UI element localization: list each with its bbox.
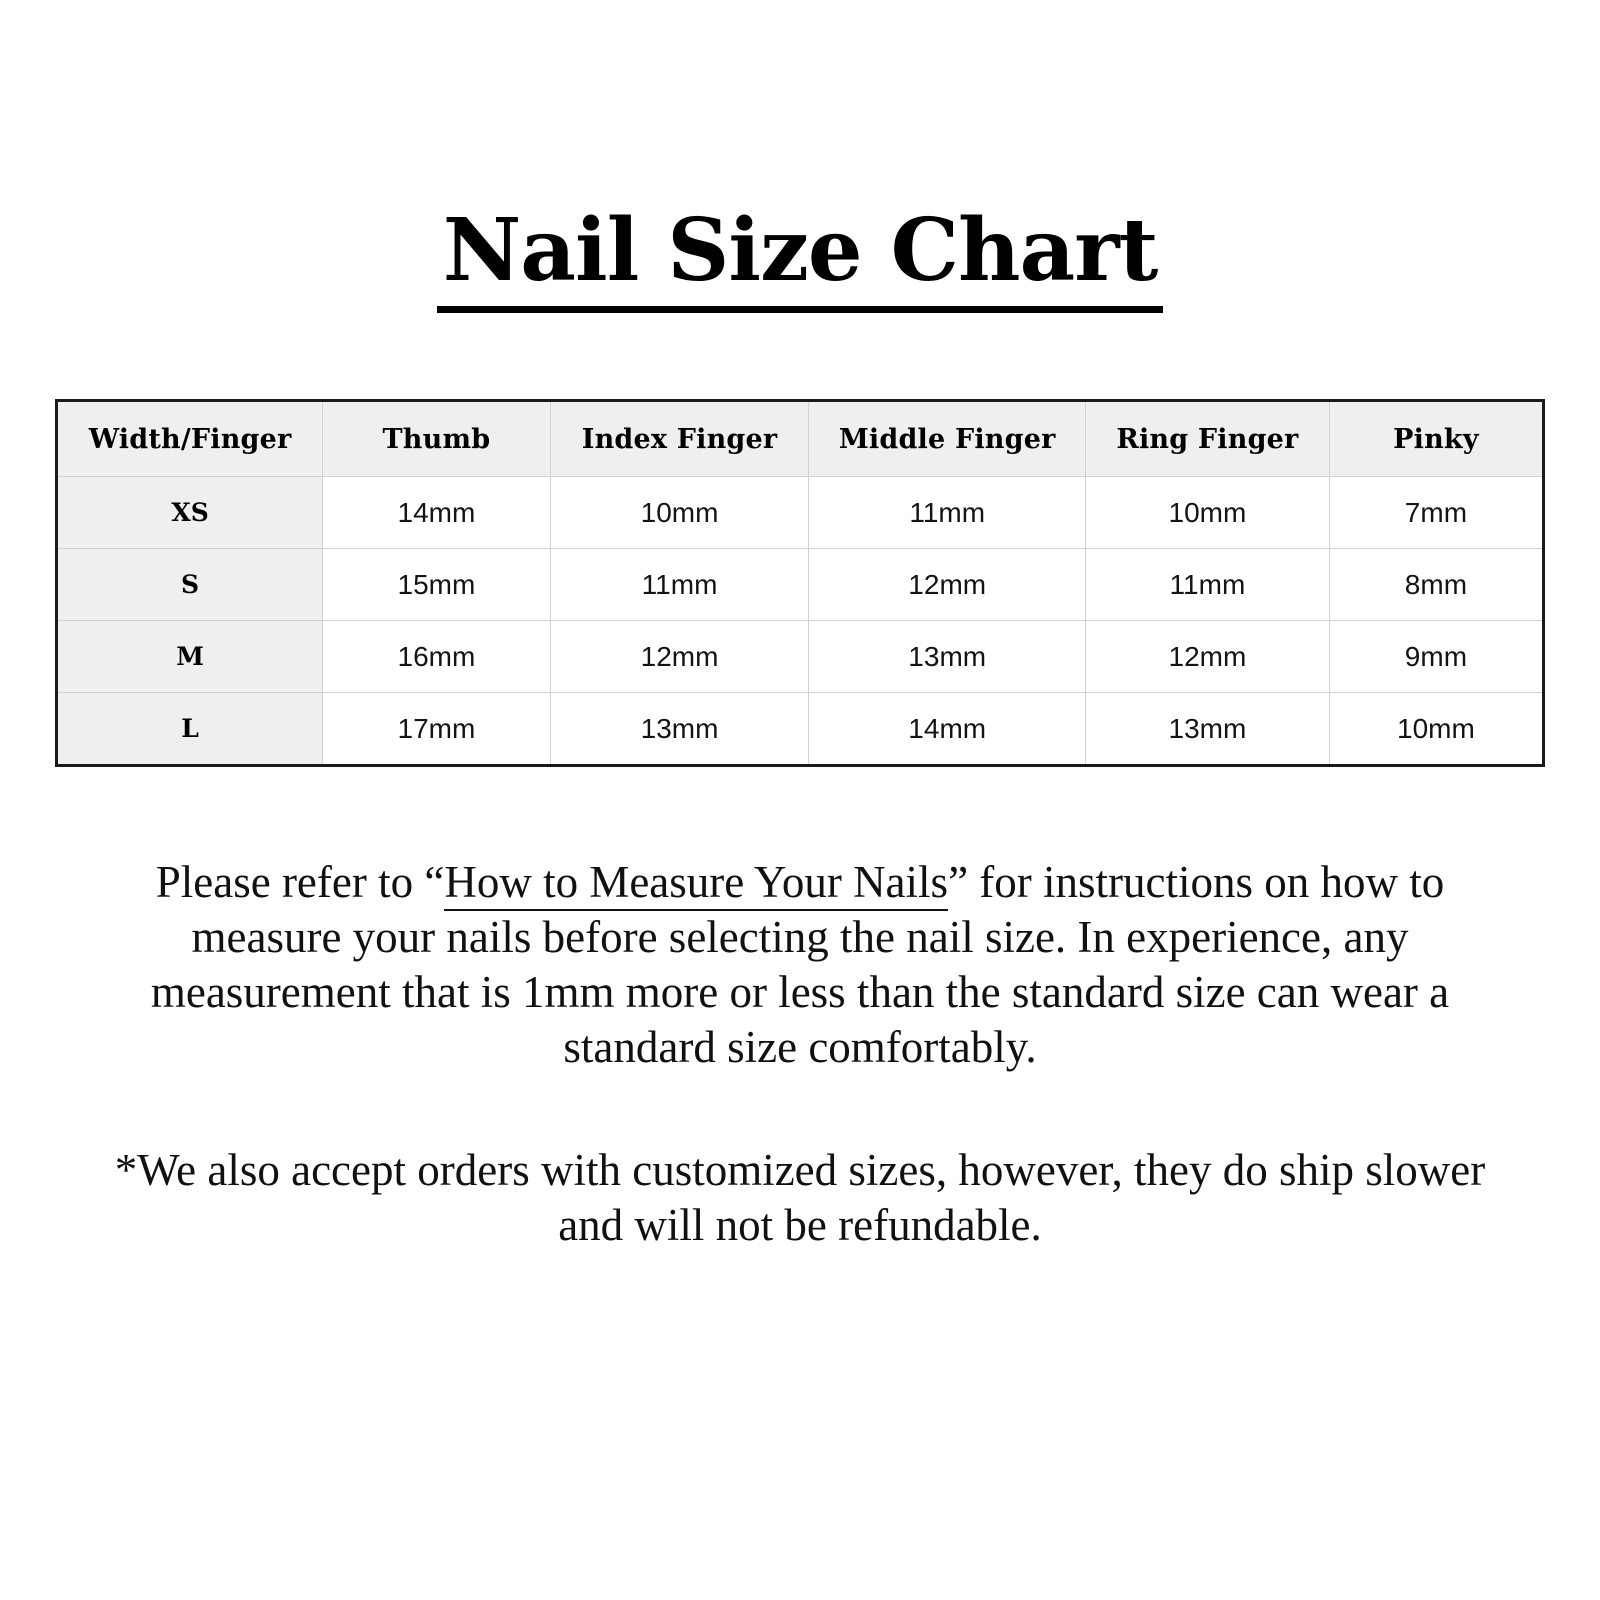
custom-sizes-note: *We also accept orders with customized sizes, however, they do ship slower and will not be refundable. (114, 1144, 1486, 1250)
column-header-middle-finger: Middle Finger (809, 401, 1086, 477)
instructions-paragraph (100, 855, 1500, 1075)
instructions-text-before: Please refer to “ (155, 857, 445, 908)
column-header-pinky: Pinky (1329, 401, 1543, 477)
row-size-label: M (57, 621, 323, 693)
cell-ring-finger: 13mm (1085, 693, 1329, 766)
size-chart-table (55, 399, 1545, 767)
cell-pinky: 9mm (1329, 621, 1543, 693)
cell-index-finger: 13mm (550, 693, 809, 766)
cell-pinky: 8mm (1329, 549, 1543, 621)
size-chart-container (55, 399, 1545, 767)
cell-ring-finger: 11mm (1085, 549, 1329, 621)
cell-middle-finger: 14mm (809, 693, 1086, 766)
cell-ring-finger: 10mm (1085, 477, 1329, 549)
instructions-text-after: ” for instructions on how to measure your nails before selecting the nail size. In experience, any measurement that is 1mm more or less than the standard size can wear a standard size comfortably. (150, 857, 1450, 1072)
column-header-ring-finger: Ring Finger (1085, 401, 1329, 477)
table-row (57, 621, 1544, 693)
title-container (0, 0, 1600, 313)
cell-thumb: 17mm (323, 693, 551, 766)
table-row (57, 549, 1544, 621)
table-row (57, 693, 1544, 766)
table-body (57, 477, 1544, 766)
how-to-measure-link[interactable]: How to Measure Your Nails (444, 857, 948, 911)
table-row (57, 477, 1544, 549)
column-header-width-finger: Width/Finger (57, 401, 323, 477)
cell-middle-finger: 12mm (809, 549, 1086, 621)
row-size-label: L (57, 693, 323, 766)
column-header-thumb: Thumb (323, 401, 551, 477)
row-size-label: XS (57, 477, 323, 549)
column-header-index-finger: Index Finger (550, 401, 809, 477)
cell-middle-finger: 11mm (809, 477, 1086, 549)
cell-middle-finger: 13mm (809, 621, 1086, 693)
cell-thumb: 15mm (323, 549, 551, 621)
cell-index-finger: 12mm (550, 621, 809, 693)
cell-index-finger: 10mm (550, 477, 809, 549)
cell-ring-finger: 12mm (1085, 621, 1329, 693)
cell-pinky: 10mm (1329, 693, 1543, 766)
cell-pinky: 7mm (1329, 477, 1543, 549)
notes-section (100, 855, 1500, 1252)
cell-index-finger: 11mm (550, 549, 809, 621)
cell-thumb: 16mm (323, 621, 551, 693)
cell-thumb: 14mm (323, 477, 551, 549)
table-header-row (57, 401, 1544, 477)
row-size-label: S (57, 549, 323, 621)
page-title: Nail Size Chart (437, 206, 1164, 313)
table-header (57, 401, 1544, 477)
